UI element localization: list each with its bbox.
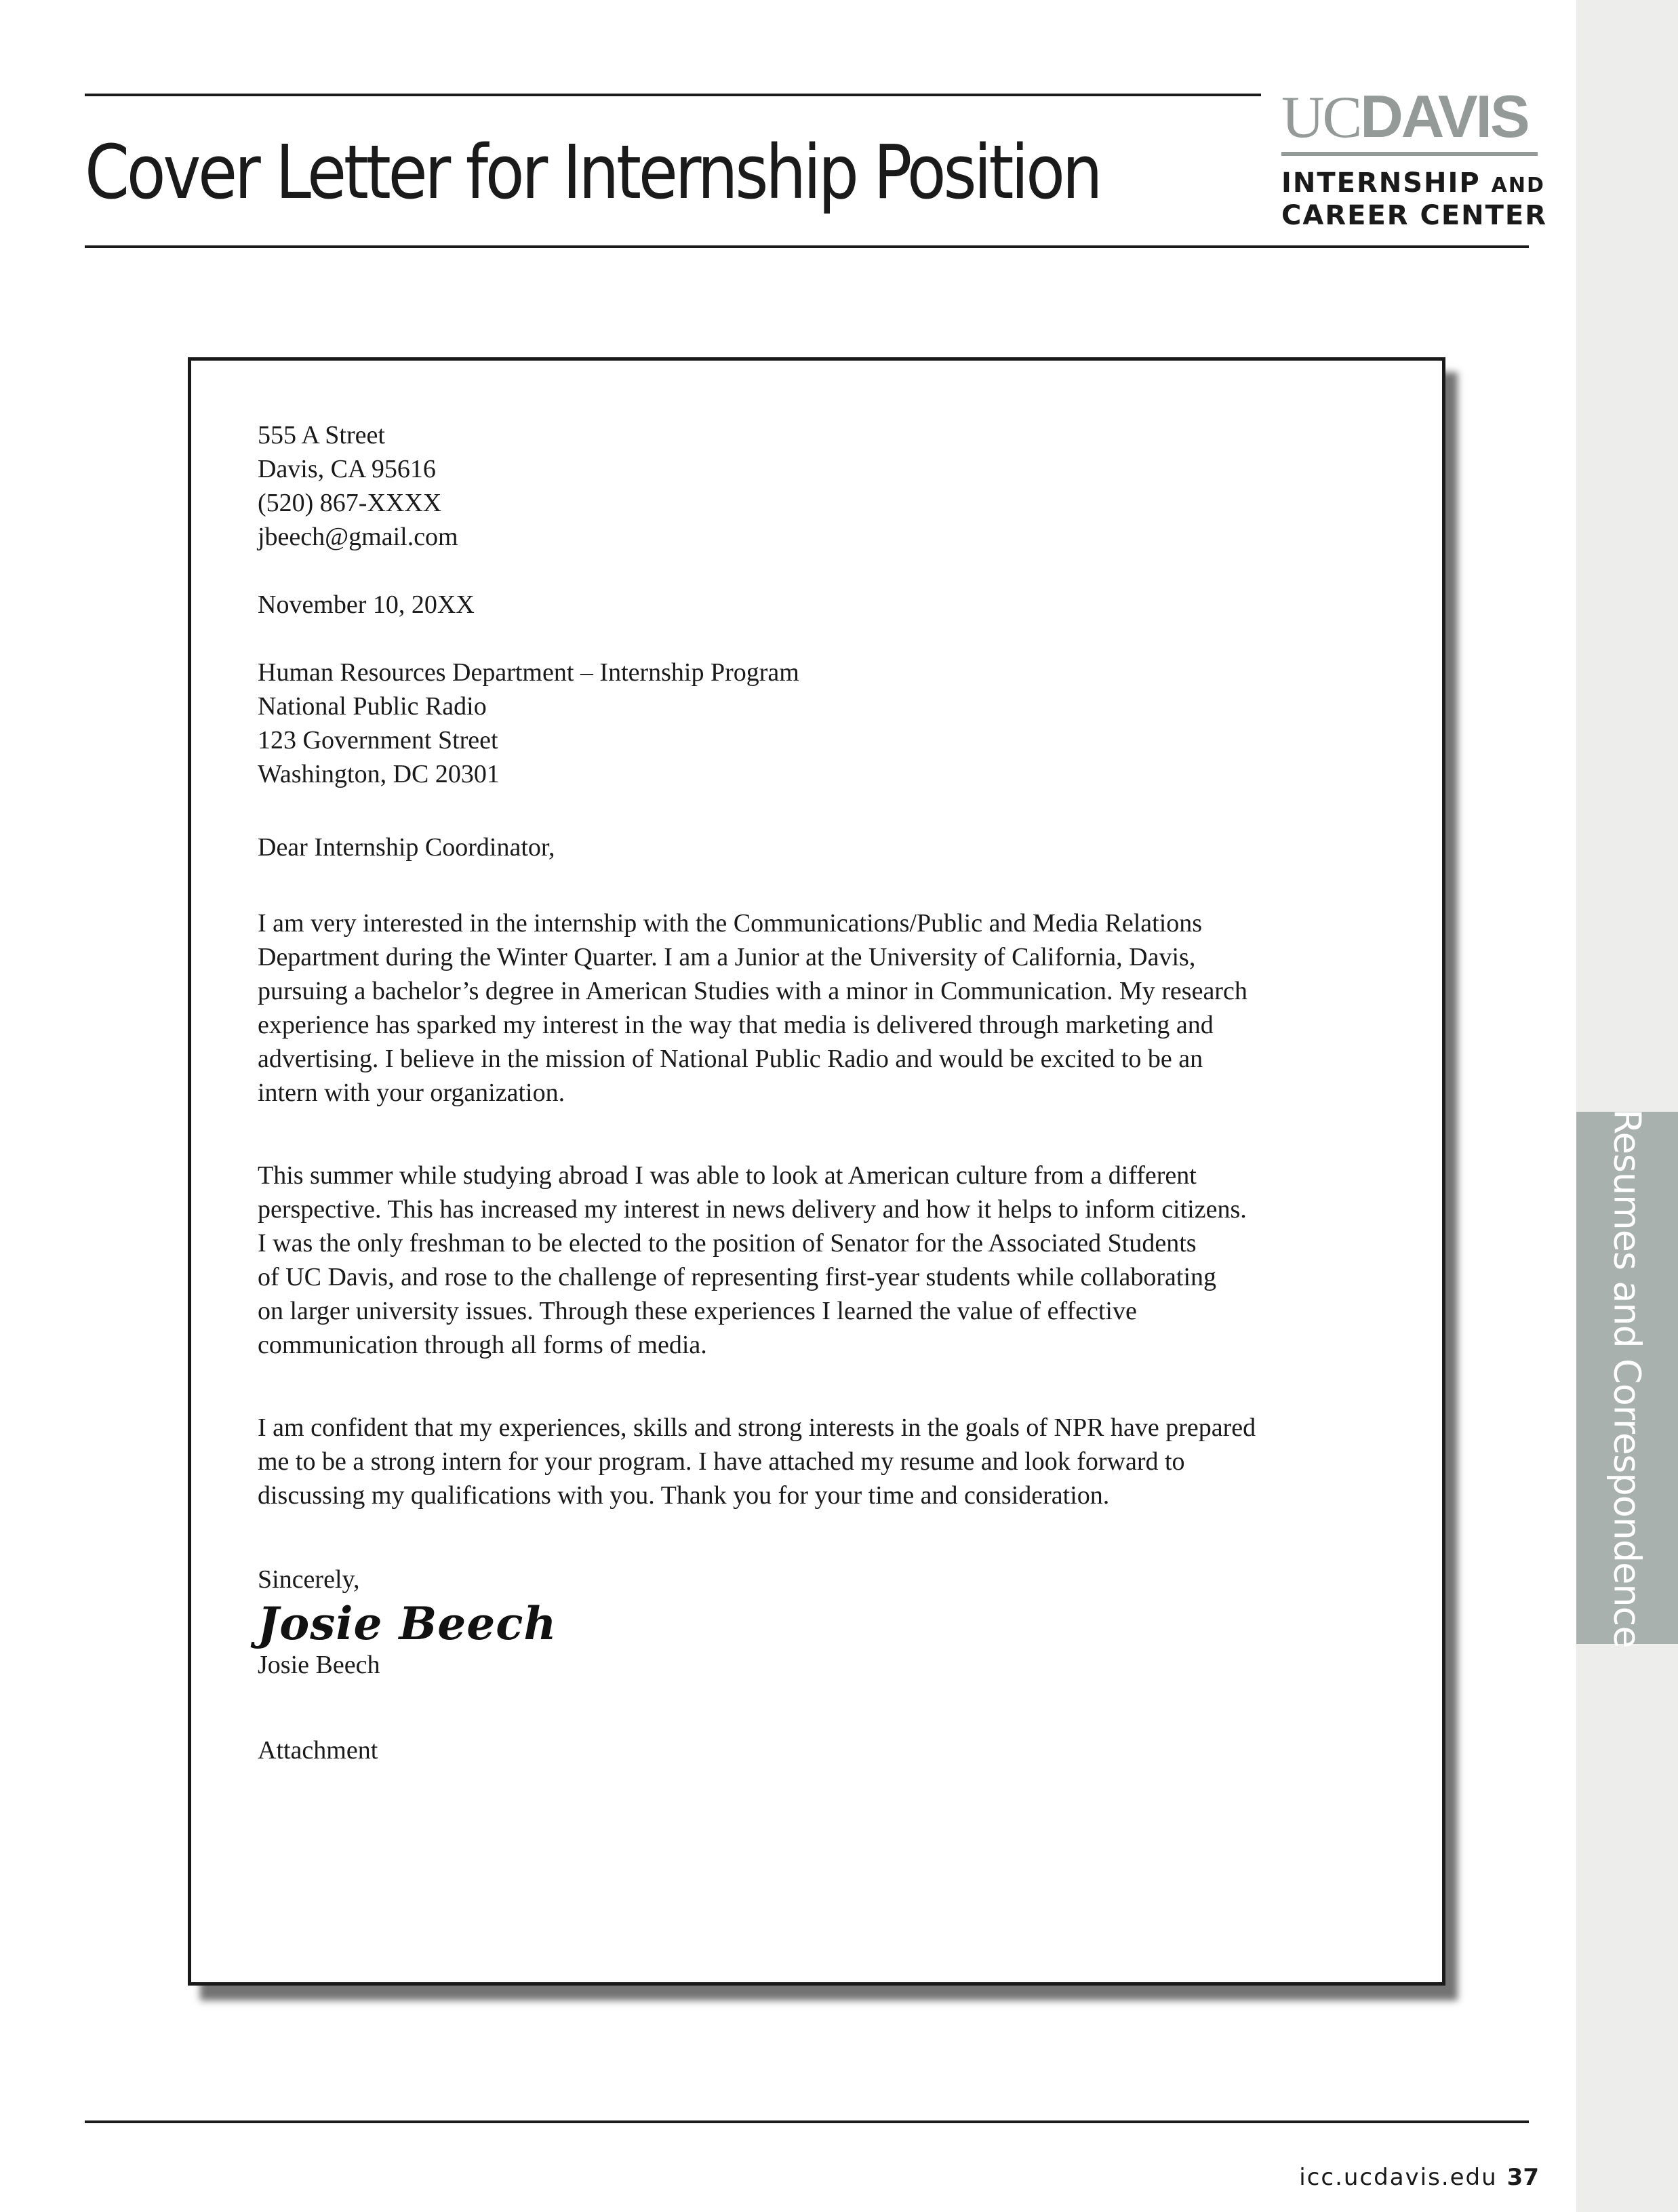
ucdavis-icc-logo — [1281, 83, 1548, 231]
logo-line-1: INTERNSHIP AND — [1281, 167, 1545, 199]
letter-date: November 10, 20XX — [258, 590, 475, 619]
logo-divider — [1281, 152, 1538, 156]
side-strip — [1576, 0, 1678, 2212]
logo-wordmark — [1281, 83, 1539, 150]
section-tab-label: Resumes and Correspondence — [1605, 1108, 1649, 1648]
paragraph-2: This summer while studying abroad I was able to look at American culture from a different perspective. This has increased my interest in news delivery and how it helps to inform citizens. I was the only freshman to be elected to the position of Senator for the Associated Students of UC Davis, and rose to the challenge of representing first-year students while collaborating on larger university issues. Through these experiences I learned the value of effective communication through all forms of media. — [258, 1161, 1247, 1359]
page-number: 37 — [1506, 2164, 1539, 2191]
footer-rule — [85, 2120, 1529, 2123]
logo-davis: DAVIS — [1360, 83, 1528, 150]
signer-name: Josie Beech — [258, 1651, 380, 1679]
paragraph-1: I am very interested in the internship with the Communications/Public and Media Relations Department during the Winter Quarter. I am a Junior at the University of California, Davis, pursuing a bachelor’s degree in American Studies with a minor in Communication. My research experience has sparked my interest in the way that media is delivered through marketing and advertising. I believe in the mission of National Public Radio and would be excited to be an intern with your organization. — [258, 909, 1247, 1107]
letter-sample — [188, 357, 1445, 1986]
handwritten-signature: Josie Beech — [258, 1597, 557, 1650]
title-underline — [85, 245, 1529, 248]
letter-body — [258, 418, 1370, 1767]
enclosure-note: Attachment — [258, 1736, 378, 1765]
footer-url: icc.ucdavis.edu — [1299, 2164, 1498, 2191]
sender-address: 555 A Street Davis, CA 95616 (520) 867-XXXX jbeech@gmail.com — [258, 421, 458, 551]
top-rule — [85, 94, 1261, 96]
closing: Sincerely, — [258, 1565, 360, 1594]
paragraph-3: I am confident that my experiences, skills and strong interests in the goals of NPR have prepared me to be a strong intern for your program. I have attached my resume and look forward to discussing my qualifications with you. Thank you for your time and consideration. — [258, 1413, 1256, 1510]
salutation: Dear Internship Coordinator, — [258, 833, 555, 862]
logo-line-2: CAREER CENTER — [1281, 200, 1548, 231]
section-tab — [1576, 1108, 1678, 1648]
page-footer — [1299, 2164, 1539, 2191]
recipient-address: Human Resources Department – Internship Program National Public Radio 123 Government Street Washington, DC 20301 — [258, 658, 799, 788]
logo-uc: UC — [1281, 85, 1361, 150]
page-title: Cover Letter for Internship Position — [85, 129, 1100, 216]
